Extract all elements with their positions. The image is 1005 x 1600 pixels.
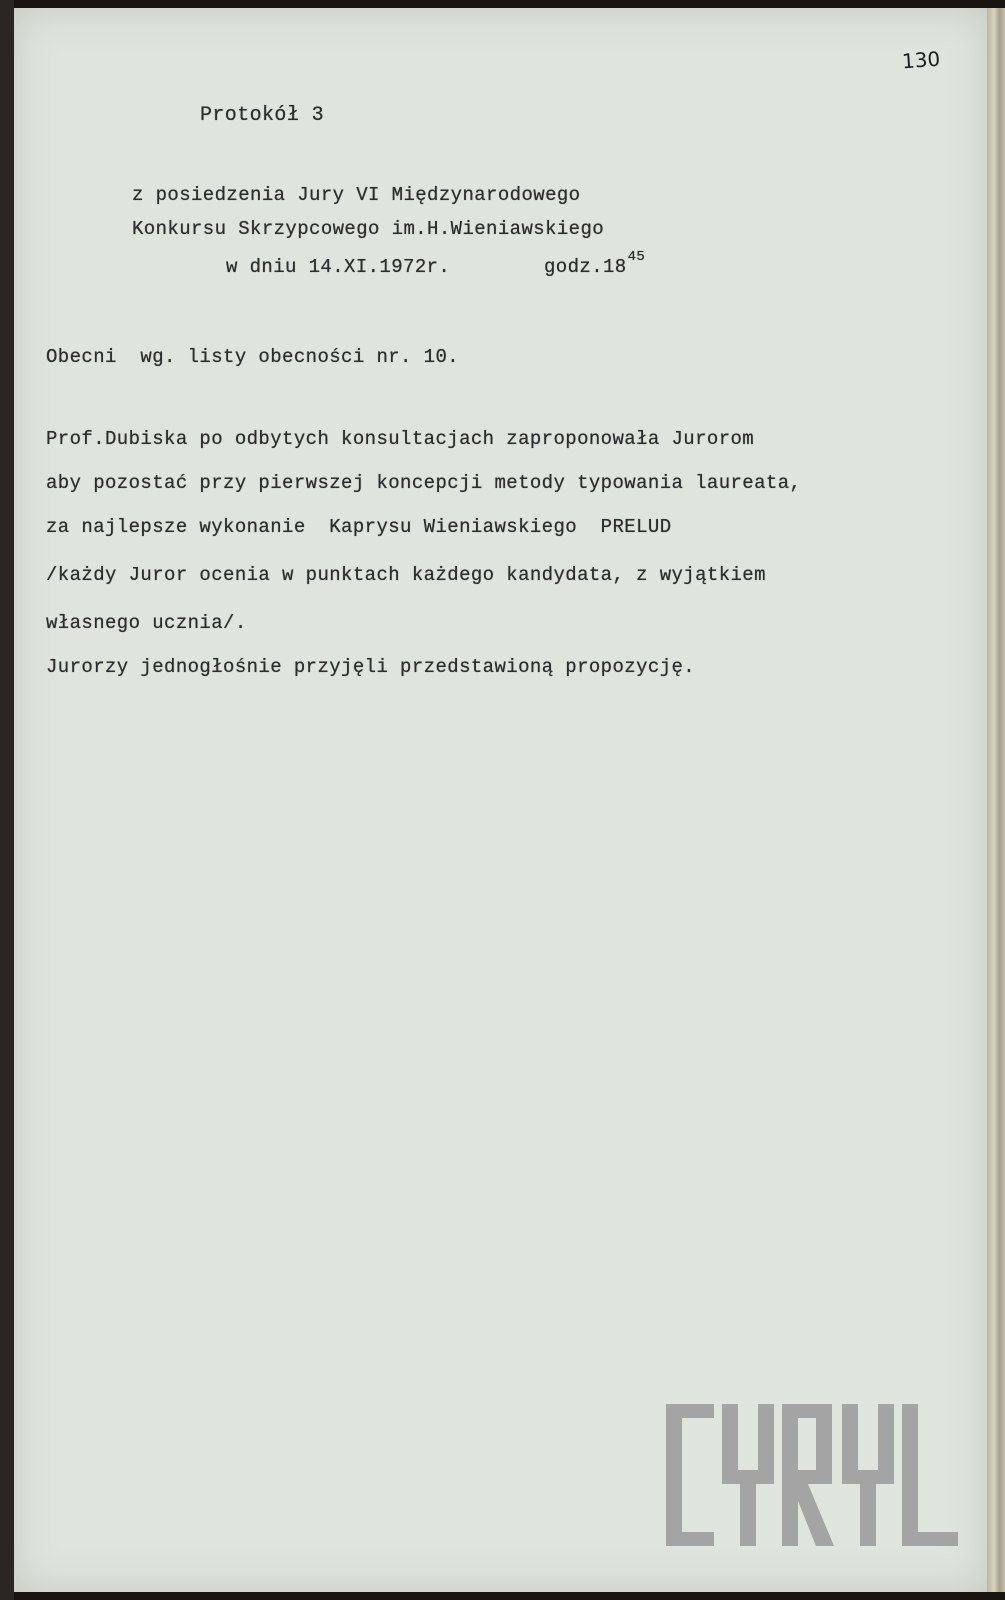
meeting-time-hour: godz.18 [544,256,627,278]
book-binding-edge [0,0,14,1600]
meeting-time-minutes: 45 [627,249,646,265]
document-title: Protokół 3 [200,104,325,127]
body-line-6: Jurorzy jednogłośnie przyjęli przedstawioną propozycję. [46,656,696,678]
subtitle-line-1: z posiedzenia Jury VI Międzynarodowego [132,184,581,206]
subtitle-line-2: Konkursu Skrzypcowego im.H.Wieniawskiego [132,218,605,240]
body-line-5: własnego ucznia/. [46,612,247,634]
body-line-2: aby pozostać przy pierwszej koncepcji metody typowania laureata, [46,472,802,494]
cyryl-watermark-logo [662,1400,962,1550]
body-line-1: Prof.Dubiska po odbytych konsultacjach zaproponowała Jurorom [46,428,755,450]
meeting-date: w dniu 14.XI.1972r. [226,256,451,278]
page-number: 130 [901,46,941,74]
body-line-4: /każdy Juror ocenia w punktach każdego kandydata, z wyjątkiem [46,564,766,586]
document-page [14,8,987,1592]
page-stack-edge [987,8,1005,1592]
body-line-3: za najlepsze wykonanie Kaprysu Wieniawskiego PRELUD [46,516,672,538]
attendance-line: Obecni wg. listy obecności nr. 10. [46,346,460,368]
meeting-time [544,249,646,278]
